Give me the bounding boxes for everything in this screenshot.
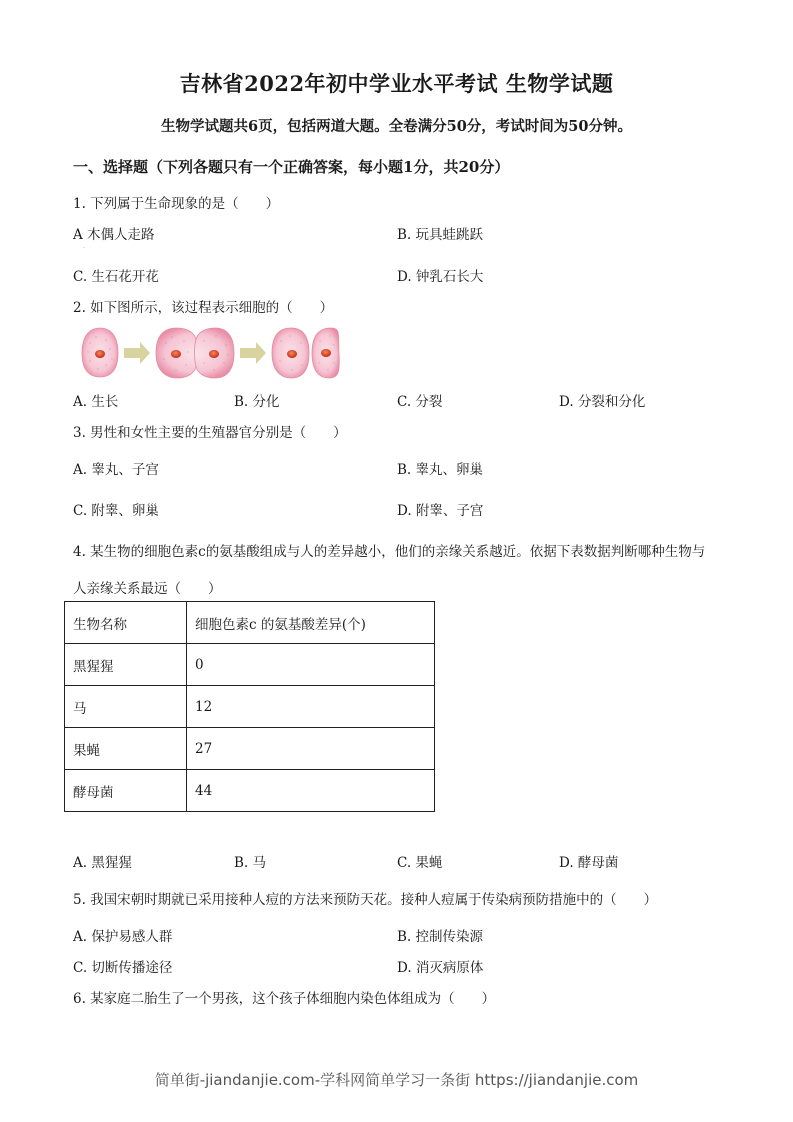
question-3-option-a: A. 睾丸、子宫 xyxy=(73,462,159,478)
question-2-option-b: B. 分化 xyxy=(234,394,280,410)
table-cell: 44 xyxy=(187,770,435,812)
question-3-option-d: D. 附睾、子宫 xyxy=(397,503,484,519)
question-4-option-a: A. 黑猩猩 xyxy=(73,855,132,871)
table-row xyxy=(65,686,435,728)
section-heading-multiple-choice: 一、选择题（下列各题只有一个正确答案，每小题1分，共20分） xyxy=(73,158,510,176)
table-header-row xyxy=(65,602,435,644)
table-cell: 马 xyxy=(65,686,187,728)
table-row xyxy=(65,728,435,770)
single-cell xyxy=(82,328,118,377)
question-6-stem: 6. 某家庭二胎生了一个男孩，这个孩子体细胞内染色体组成为（ ） xyxy=(73,991,496,1007)
table-row xyxy=(65,770,435,812)
question-3-option-b: B. 睾丸、卵巢 xyxy=(397,462,484,478)
question-2-option-c: C. 分裂 xyxy=(397,394,443,410)
table-cell: 酵母菌 xyxy=(65,770,187,812)
table-row xyxy=(65,644,435,686)
question-1-option-a: A 木偶人走路 xyxy=(73,227,155,243)
dividing-cell xyxy=(156,328,234,378)
cell-division-diagram xyxy=(76,325,346,381)
question-1-option-d: D. 钟乳石长大 xyxy=(397,269,484,285)
table-cell: 黑猩猩 xyxy=(65,644,187,686)
question-3-option-c: C. 附睾、卵巢 xyxy=(73,503,159,519)
question-1-option-b: B. 玩具蛙跳跃 xyxy=(397,227,484,243)
table-cell: 12 xyxy=(187,686,435,728)
table-cell: 27 xyxy=(187,728,435,770)
question-5-stem: 5. 我国宋朝时期就已采用接种人痘的方法来预防天花。接种人痘属于传染病预防措施中的（ ） xyxy=(73,892,658,908)
page-title: 吉林省2022年初中学业水平考试 生物学试题 xyxy=(179,71,614,96)
question-5-option-d: D. 消灭病原体 xyxy=(397,960,484,976)
footer-watermark: 简单街-jiandanjie.com-学科网简单学习一条街 https://jiandanjie.com xyxy=(154,1071,639,1089)
question-4-option-d: D. 酵母菌 xyxy=(559,855,619,871)
table-cell: 0 xyxy=(187,644,435,686)
question-4-stem-line2: 人亲缘关系最远（ ） xyxy=(73,581,222,597)
two-daughter-cells xyxy=(272,328,339,378)
cytochrome-c-table xyxy=(64,601,435,812)
table-cell: 果蝇 xyxy=(65,728,187,770)
question-4-option-b: B. 马 xyxy=(234,855,267,871)
table-header-cell: 细胞色素c 的氨基酸差异(个) xyxy=(187,602,435,644)
question-4-option-c: C. 果蝇 xyxy=(397,855,443,871)
stray-mark: · xyxy=(83,245,85,252)
exam-instructions: 生物学试题共6页，包括两道大题。全卷满分50分，考试时间为50分钟。 xyxy=(161,118,632,135)
question-1-option-c: C. 生石花开花 xyxy=(73,269,159,285)
question-2-option-d: D. 分裂和分化 xyxy=(559,394,646,410)
question-3-stem: 3. 男性和女性主要的生殖器官分别是（ ） xyxy=(73,425,347,441)
arrow-icon xyxy=(124,342,150,364)
question-5-option-c: C. 切断传播途径 xyxy=(73,960,173,976)
table-header-cell: 生物名称 xyxy=(65,602,187,644)
question-1-stem: 1. 下列属于生命现象的是（ ） xyxy=(73,196,280,212)
question-2-option-a: A. 生长 xyxy=(73,394,119,410)
question-5-option-b: B. 控制传染源 xyxy=(397,929,484,945)
question-5-option-a: A. 保护易感人群 xyxy=(73,929,173,945)
question-4-stem-line1: 4. 某生物的细胞色素c的氨基酸组成与人的差异越小，他们的亲缘关系越近。依据下表数据判断哪种生物与 xyxy=(73,544,706,560)
arrow-icon xyxy=(240,342,266,364)
question-2-stem: 2. 如下图所示，该过程表示细胞的（ ） xyxy=(73,300,334,316)
